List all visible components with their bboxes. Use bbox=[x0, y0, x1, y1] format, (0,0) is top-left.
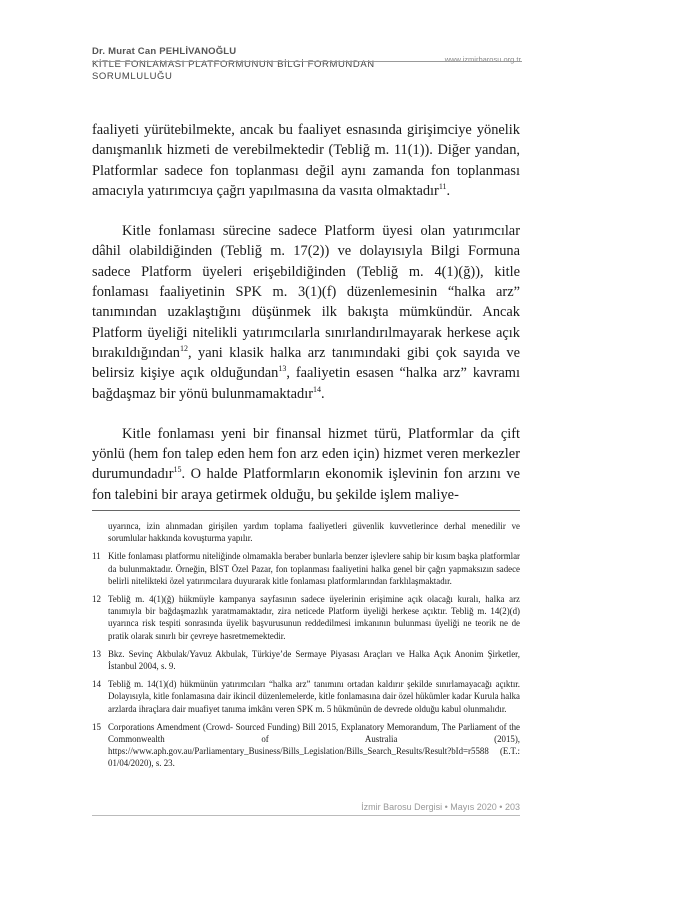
footnote-text: Tebliğ m. 4(1)(ğ) hükmüyle kampanya sayfasının sadece üyelerinin erişimine açık olacağı kuralı, halka arz tanımıyla bir bağdaşmazlık yaratmamaktadır, zira neticede Platform üyeliği herkese açıktır. Tebliğ m. 14(2)(d) uyarınca risk tespiti sonrasında üyelik başvurusunun reddedilmesi imkanının bulunması üyeliği ne teorik ne de pratik olarak sınırlı bir çevreye hasretmemektedir. bbox=[108, 594, 520, 641]
footnote-ref-15[interactable]: 15 bbox=[173, 465, 182, 475]
footer-divider bbox=[92, 815, 520, 816]
footnote-12 bbox=[92, 593, 520, 642]
main-text bbox=[92, 120, 520, 525]
paragraph-2-text-c: , faaliyetin esasen “halka arz” kavramı bağdaşmaz bir yönü bulunmamaktadır bbox=[92, 365, 520, 402]
footnote-continuation bbox=[92, 520, 520, 544]
footnote-ref-14[interactable]: 14 bbox=[313, 384, 321, 394]
footnotes bbox=[92, 520, 520, 776]
footnote-text: Tebliğ m. 14(1)(d) hükmünün yatırımcıları “halka arz” tanımını ortadan kaldırır şekilde sınırlamayacağı açıktır. Dolayısıyla, kitle fonlamasına dair ikincil düzenlemelerde, kitle fonlamasına dair özel hükümler kadar Kurula halka arzlarda ihraçlara dair muafiyet tanıma imkânı veren SPK m. 5 hükmünün de devrede olduğu kabul olunmalıdır. bbox=[108, 679, 520, 714]
paragraph-3 bbox=[92, 424, 520, 505]
paragraph-2-text-b: , yani klasik halka arz tanımındaki gibi çok sayıda ve belirsiz kişiye açık olduğundan bbox=[92, 344, 520, 382]
paragraph-3-text-b: . O halde Platformların ekonomik işlevinin fon arzını ve fon talebini bir araya getirmek olduğu, bu şekilde işlem maliye- bbox=[92, 466, 520, 503]
article-title: KİTLE FONLAMASI PLATFORMUNUN BİLGİ FORMUNDAN SORUMLULUĞU bbox=[92, 59, 375, 82]
footnote-number: 15 bbox=[92, 721, 101, 732]
footnote-number: 11 bbox=[92, 551, 101, 562]
paragraph-2: Kitle fonlaması sürecine sadece Platform üyesi olan yatırımcılar dâhil olabildiğinden (Tebliğ m. 17(2)) ve dolayısıyla Bilgi Formuna sadece Platform üyeleri erişebildiğinden (Tebliğ m. 4(1)(ğ)), kitle fonlaması faaliyetinin SPK m. 3(1)(f) düzenlemesinin “halka arz” tanımından uzaklaştığını düşünmek ilk bakışta mümkündür. Ancak Platform üyeliği nitelikli yatırımcılarla sınırlandırılmayarak herkese açık bırakıldığından$^{12}$, yani klasik halka arz tanımındaki gibi çok sayıda ve belirsiz kişiye açık olduğundan$^{13}$, faaliyetin esasen “halka arz” kavramı bağdaşmaz bir yönü bulunmamaktadır$^{14}$. bbox=[92, 223, 520, 402]
paragraph-2-text-a: Kitle fonlaması sürecine sadece Platform üyesi olan yatırımcılar dâhil olabildiğinden (Tebliğ m. 17(2)) ve dolayısıyla Bilgi Formuna sadece Platform üyeleri erişebildiğinden (Tebliğ m. 4(1)(ğ)), kitle fonlaması faaliyetinin SPK m. 3(1)(f) düzenlemesinin “halka arz” tanımından uzaklaştığını düşünmek ilk bakışta mümkündür. Ancak Platform üyeliği nitelikli yatırımcılarla sınırlandırılmayarak herkese açık bırakıldığından bbox=[92, 223, 520, 361]
footnote-divider bbox=[92, 510, 520, 511]
paragraph-1-text: faaliyeti yürütebilmekte, ancak bu faaliyet esnasında girişimciye yönelik danışmanlık hizmeti de verebilmektedir (Tebliğ m. 11(1)). Diğer yandan, Platformlar sadece fon toplanması değil aynı zamanda fon toplanması amacıyla yatırımcıya çağrı yapılmasına da vasıta olmaktadır bbox=[92, 122, 520, 199]
footnote-number: 13 bbox=[92, 648, 101, 659]
footnote-text: Bkz. Sevinç Akbulak/Yavuz Akbulak, Türkiye’de Sermaye Piyasası Araçları ve Halka Açık Anonim Şirketler, İstanbul 2004, s. 9. bbox=[108, 648, 520, 672]
journal-name: İzmir Barosu Dergisi • Mayıs 2020 • bbox=[361, 802, 503, 812]
paragraph-3-text-a: Kitle fonlaması yeni bir finansal hizmet türü, Platformlar da çift yönlü (hem fon talep eden hem fon arz eden için) hizmet veren merkezler durumundadır bbox=[92, 425, 520, 483]
footnote-14 bbox=[92, 678, 520, 715]
website-url[interactable]: www.izmirbarosu.org.tr bbox=[444, 55, 521, 64]
running-header bbox=[92, 46, 532, 83]
footnote-ref-13[interactable]: 13 bbox=[278, 364, 287, 374]
footnote-continuation-text: uyarınca, izin alınmadan girişilen yardım toplama faaliyetleri güvenlik kuvvetlerince derhal menedilir ve sorumlular hakkında kovuşturma yapılır. bbox=[108, 521, 520, 544]
footnote-15 bbox=[92, 721, 520, 770]
running-footer bbox=[330, 802, 520, 812]
header-divider bbox=[92, 61, 522, 62]
author-name: Dr. Murat Can PEHLİVANOĞLU bbox=[92, 46, 237, 57]
footnote-ref-11[interactable]: 11 bbox=[438, 182, 447, 192]
footnote-11 bbox=[92, 550, 520, 587]
paragraph-1: faaliyeti yürütebilmekte, ancak bu faaliyet esnasında girişimciye yönelik danışmanlık hizmeti de verebilmektedir (Tebliğ m. 11(1)). Diğer yandan, Platformlar sadece fon toplanması değil aynı zamanda fon toplanması amacıyla yatırımcıya çağrı yapılmasına da vasıta olmaktadır$^{11}$. bbox=[92, 122, 520, 199]
footnote-text: Kitle fonlaması platformu niteliğinde olmamakla beraber bunlarla benzer işlevlere sahip bir kısım başka platformlar da bulunmaktadır. Örneğin, BİST Özel Pazar, fon toplanması faaliyetini halka genel bir çağrı yapmaksızın sadece belirli nitelikteki özel yatırımcılara duyurarak kitle fonlaması platformlarından farklılaşmaktadır. bbox=[108, 551, 520, 586]
page-number: 203 bbox=[504, 802, 520, 812]
footnote-ref-12[interactable]: 12 bbox=[179, 344, 188, 354]
footnote-13 bbox=[92, 648, 520, 672]
footnote-text: Corporations Amendment (Crowd- Sourced Funding) Bill 2015, Explanatory Memorandum, The Parliament of the Commonwealth of Australia (2015), https://www.aph.gov.au/Parliamentary_Business/Bills_Legislation/Bills_Search_Results/Result?bId=r5588 (E.T.: 01/04/2020), s. 23. bbox=[108, 721, 520, 769]
footnote-number: 14 bbox=[92, 679, 101, 690]
footnote-number: 12 bbox=[92, 594, 101, 605]
